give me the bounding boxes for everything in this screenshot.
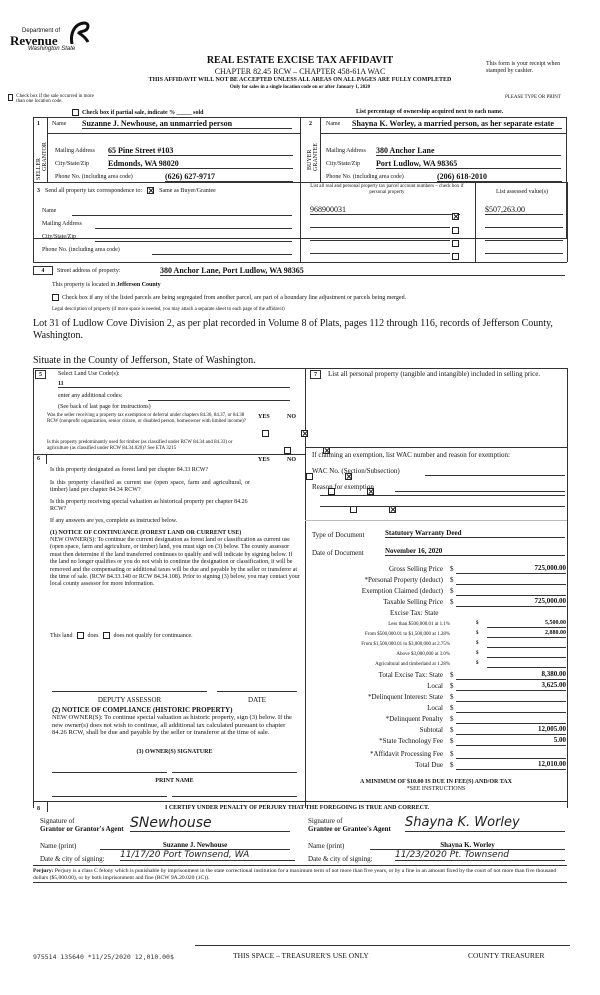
county-row	[52, 282, 161, 288]
seller-address-label: Mailing Address	[55, 148, 95, 154]
bracket-field[interactable]: 5,500.00	[487, 620, 566, 628]
timber-yes-checkbox[interactable]	[284, 447, 291, 454]
tech-fee-label: *State Technology Fee	[379, 737, 443, 745]
bracket-currency: $	[476, 661, 479, 666]
treasurer-line	[195, 945, 570, 946]
grantee-name-field[interactable]: Shayna K. Worley	[370, 841, 565, 850]
corr-phone-label: Phone No. (including area code)	[42, 247, 120, 253]
multi-location-label: Check box if the sale occurred in more than one location code.	[16, 94, 94, 104]
grantor-sig-label	[40, 817, 124, 833]
seller-section-number: 1	[37, 121, 40, 127]
exemption-question: Was the seller receiving a property tax exemption or deferral under chapters 84.36, 84.37, or 84.38 RCW (nonprofit organization, senior citizen, or disabled person, homeowner with limited income)?	[47, 413, 246, 424]
doc-date-label: Date of Document	[312, 549, 364, 557]
continuance-row	[50, 632, 193, 639]
notice2-title: (2) NOTICE OF COMPLIANCE (HISTORIC PROPERTY)	[52, 706, 233, 714]
penalty-label: *Delinquent Penalty	[385, 715, 443, 723]
parcel-left-border	[300, 182, 301, 262]
buyer-row-line	[320, 133, 567, 134]
dor-logo	[10, 10, 100, 50]
exemption-yes-checkbox[interactable]	[262, 430, 269, 437]
corr-name-field[interactable]	[72, 208, 292, 216]
seller-phone-label: Phone No. (including area code)	[55, 174, 133, 180]
seller-name-label: Name	[52, 121, 67, 127]
county-treasurer-label: COUNTY TREASURER	[468, 951, 545, 960]
see-instructions: *SEE INSTRUCTIONS	[406, 786, 466, 792]
yes-header: YES	[258, 414, 270, 420]
section3-left-border	[33, 239, 34, 262]
corr-city-label: City/State/Zip	[42, 234, 76, 240]
segregated-label: Check box if any of the listed parcels are being segregated from another parcel, are part of a boundary line adjustment or parcels being merged.	[62, 294, 407, 301]
treasurer-use-label: THIS SPACE – TREASURER'S USE ONLY	[233, 951, 369, 960]
situate-text[interactable]: Situate in the County of Jefferson, State of Washington.	[33, 355, 256, 366]
cert-section-number: 8	[37, 806, 40, 812]
sec8-top-border	[33, 801, 567, 802]
doc-type-field[interactable]: Statutory Warranty Deed	[385, 529, 565, 538]
partial-sale-label: Check box if partial sale, indicate % _____ sold	[82, 109, 204, 116]
grantee-signature-field[interactable]: Shayna K. Worley	[405, 815, 565, 832]
tax-top-border	[305, 520, 567, 521]
delinq-state-field[interactable]	[456, 692, 566, 702]
total-state-currency: $	[450, 671, 454, 679]
certification-statement: I CERTIFY UNDER PENALTY OF PERJURY THAT THE FOREGOING IS TRUE AND CORRECT.	[165, 805, 430, 811]
grantee-name-label: Name (print)	[308, 842, 345, 850]
bracket-label: Above $3,000,000 at 3.0%	[396, 652, 450, 657]
multi-location-row	[8, 94, 98, 104]
assessed-value-field[interactable]	[485, 219, 563, 228]
buyer-address-label: Mailing Address	[326, 148, 366, 154]
buyer-col-line	[320, 117, 321, 182]
form-note: Only for sales in a single location code on or after January 1, 2020	[229, 85, 371, 90]
sec6-num-line	[46, 455, 47, 464]
bracket-label: Less than $500,000.01 at 1.1%	[388, 622, 450, 627]
land-use-label: Select Land Use Code(s):	[58, 371, 120, 377]
owner-signature-label: (3) OWNER(S) SIGNATURE	[136, 749, 213, 755]
corr-name-label: Name	[42, 208, 57, 214]
grantor-side-label	[42, 137, 49, 177]
form-title: REAL ESTATE EXCISE TAX AFFIDAVIT	[206, 55, 394, 66]
grantor-sig-label-1: Signature of	[40, 817, 75, 825]
total-due-label: Total Due	[415, 761, 443, 769]
parcel-number-field[interactable]	[310, 232, 450, 241]
bracket-currency: $	[476, 651, 479, 656]
grantor-sig-label-2: Grantor or Grantor's Agent	[40, 825, 124, 833]
total-due-currency: $	[450, 761, 454, 769]
does-label: does	[87, 632, 99, 639]
seller-city-label: City/State/Zip	[55, 161, 89, 167]
buyer-section-number: 2	[309, 121, 312, 127]
multi-location-checkbox[interactable]	[8, 94, 13, 101]
seller-address-field[interactable]: 65 Pine Street #103	[108, 146, 293, 156]
perjury-text: Perjury is a class C felony which is punishable by imprisonment in the state correctional institution for a maximum term of not more than five years, or by a fine in an amount fixed by the court of not more than five thousand dollars ($5,000.00), or by both imprisonment and fine (RCW 9A.20.020 (1C)).	[33, 868, 557, 881]
buyer-label: BUYER	[307, 149, 313, 171]
perjury-top-border	[33, 865, 567, 866]
parcel-bottom-border	[300, 262, 567, 263]
personal-property-label: List all personal property (tangible and intangible) included in selling price.	[328, 370, 541, 378]
minimum-note: A MINIMUM OF $10.00 IS DUE IN FEE(S) AND/OR TAX	[360, 779, 512, 785]
sec6-yes-header: YES	[258, 457, 270, 463]
logo-line1: Department of	[22, 28, 61, 34]
processing-fee-field[interactable]	[456, 749, 566, 759]
exemption-deduct-field[interactable]	[456, 586, 566, 596]
assessor-date-label: DATE	[248, 696, 266, 704]
delinq-local-field[interactable]	[456, 703, 566, 713]
local-field[interactable]: 3,625.00	[456, 681, 566, 691]
section6-number: 6	[37, 456, 40, 462]
buyer-address-field[interactable]: 380 Anchor Lane	[376, 146, 561, 156]
seller-city-field[interactable]: Edmonds, WA 98020	[108, 159, 293, 169]
assessor-date-line[interactable]	[217, 691, 297, 692]
deputy-assessor-label: DEPUTY ASSESSOR	[97, 696, 162, 704]
seller-row-line	[47, 133, 300, 134]
correspondence-row	[37, 187, 216, 194]
sec-right-border	[567, 368, 568, 808]
local-label: Local	[427, 682, 443, 690]
local-currency: $	[450, 682, 454, 690]
street-label: Street address of property:	[57, 268, 121, 274]
form-subtitle: CHAPTER 82.45 RCW – CHAPTER 458-61A WAC	[214, 67, 386, 76]
grantee-label: GRANTEE	[313, 143, 319, 171]
personal-deduct-currency: $	[450, 576, 454, 584]
bracket-label: From $1,500,000.01 to $3,000,000 at 2.75%	[361, 642, 450, 647]
reason-field-3[interactable]	[320, 506, 565, 507]
parcel-row	[310, 219, 565, 229]
grantor-name-label: Name (print)	[40, 842, 77, 850]
bracket-label: Agricultural and timberland at 1.28%	[375, 662, 450, 667]
buyer-phone-label: Phone No. (including area code)	[326, 174, 404, 180]
gross-currency: $	[450, 565, 454, 573]
bracket-field[interactable]	[487, 650, 566, 658]
taxable-field[interactable]: 725,000.00	[456, 597, 566, 607]
if-yes-instruction: If any answers are yes, complete as instructed below.	[50, 518, 178, 524]
bracket-field[interactable]: 2,880.00	[487, 630, 566, 638]
doc-date-field[interactable]: November 16, 2020	[385, 547, 565, 556]
section3-bottom-border	[33, 262, 300, 263]
grantor-signature-field[interactable]: SNewhouse	[130, 815, 290, 832]
partial-sale-row	[72, 109, 204, 116]
cashier-stamp: 975514 135640 *11/25/2020 12,010.00$	[33, 953, 174, 961]
parcel-row	[310, 245, 565, 255]
grantee-sig-label-1: Signature of	[308, 817, 343, 825]
does-not-label: does not qualify for continuance.	[113, 632, 193, 639]
grantor-date-field[interactable]: 11/17/20 Port Townsend, WA	[120, 850, 295, 861]
same-as-buyer-checkbox[interactable]	[147, 187, 154, 194]
personal-property-checkbox[interactable]	[452, 253, 459, 260]
seller-phone-field[interactable]: (626) 627-9717	[165, 172, 293, 182]
forest-land-question: Is this property designated as forest land per chapter 84.33 RCW?	[50, 467, 209, 473]
current-use-question: Is this property classified as current use (open space, farm and agricultural, or timber) land per chapter 84.34 RCW?	[50, 480, 250, 493]
segregated-checkbox[interactable]	[52, 294, 59, 301]
exemption-top-border	[305, 447, 567, 448]
personal-deduct-label: *Personal Property (deduct)	[364, 576, 443, 584]
print-name-line-1[interactable]	[52, 796, 167, 797]
gross-label: Gross Selling Price	[388, 565, 443, 573]
total-state-label: Total Excise Tax: State	[378, 671, 443, 679]
ownership-note: List percentage of ownership acquired next to each name.	[356, 109, 504, 115]
grantee-date-label: Date & city of signing:	[308, 855, 373, 863]
bracket-field[interactable]	[487, 640, 566, 648]
grantee-side-label	[313, 137, 320, 177]
excise-state-label: Excise Tax: State	[390, 609, 439, 617]
land-use-section-number: 5	[35, 370, 46, 379]
bracket-currency: $	[476, 641, 479, 646]
correspondence-label: Send all property tax correspondence to:	[45, 187, 143, 194]
buyer-city-label: City/State/Zip	[326, 161, 360, 167]
county-prefix: This property is located in	[52, 282, 115, 288]
subtotal-currency: $	[450, 726, 454, 734]
exemption-deduct-label: Exemption Claimed (deduct)	[361, 587, 443, 595]
additional-codes-field[interactable]	[148, 393, 290, 401]
wac-field[interactable]	[425, 467, 565, 476]
processing-fee-label: *Affidavit Processing Fee	[370, 750, 443, 758]
same-as-buyer-label: Same as Buyer/Grantee	[159, 187, 216, 194]
delinq-local-label: Local	[427, 704, 443, 712]
bracket-currency: $	[476, 621, 479, 626]
wac-label: WAC No. (Section/Subsection)	[312, 467, 400, 475]
penalty-field[interactable]	[456, 714, 566, 724]
land-use-code-field[interactable]: 11	[58, 381, 290, 388]
taxable-currency: $	[450, 598, 454, 606]
corr-phone-field[interactable]	[152, 247, 292, 255]
county-value: Jefferson County	[116, 282, 161, 288]
grantor-label: GRANTOR	[42, 142, 48, 172]
sec6-top-border	[33, 454, 305, 455]
delinq-state-currency: $	[450, 693, 454, 701]
no-header: NO	[287, 414, 296, 420]
land-use-instructions: (See back of last page for instructions)	[58, 404, 151, 410]
reason-field[interactable]	[395, 483, 565, 492]
deputy-assessor-signature-line[interactable]	[52, 691, 207, 692]
notice2-text: NEW OWNER(S): To continue special valuation as historic property, sign (3) below. If the new owner(s) does not wish to continue, all additional tax calculated pursuant to chapter 84.26 RCW, shall be due and payable by the seller or transferor at the time of sale.	[52, 714, 292, 736]
logo-line2: Revenue	[10, 33, 58, 48]
does-qualify-checkbox[interactable]	[77, 632, 84, 639]
reason-field-2[interactable]	[320, 495, 565, 496]
buyer-phone-field[interactable]: (206) 618-2010	[437, 172, 562, 182]
bracket-field[interactable]	[487, 660, 566, 668]
street-address-field[interactable]: 380 Anchor Lane, Port Ludlow, WA 98365	[160, 266, 565, 276]
this-land-label: This land	[50, 632, 73, 639]
notice1-title: (1) NOTICE OF CONTINUANCE (FOREST LAND OR CURRENT USE)	[50, 530, 242, 536]
owner-signature-line-2[interactable]	[172, 772, 297, 773]
does-not-qualify-checkbox[interactable]	[103, 632, 110, 639]
perjury-label: Perjury:	[33, 868, 54, 874]
corr-address-field[interactable]	[95, 221, 292, 229]
parcel-row	[310, 205, 565, 215]
parcel-number-field[interactable]: 968900031	[310, 205, 460, 215]
corr-address-label: Mailing Address	[42, 221, 82, 227]
notice1-text: NEW OWNER(S): To continue the current designation as forest land or classification as current use (open space, farm and agriculture, or timber) land, you must sign on (3) below. The county assessor must then determine if the land transferred continues to qualify and will indicate by signing below. If the land no longer qualifies or you do not wish to continue the designation or classification, it will be removed and the compensating or additional taxes will be due and payable by the seller or transferor at the time of sale. (RCW 84.33.140 or RCW 84.34.108). Prior to signing (3) below, you may contact your local county assessor for more information.	[50, 537, 300, 588]
form-warning: THIS AFFIDAVIT WILL NOT BE ACCEPTED UNLESS ALL AREAS ON ALL PAGES ARE FULLY COMPLETED	[148, 77, 452, 83]
grantee-date-field[interactable]: 11/23/2020 Pt. Townsend	[395, 850, 565, 861]
perjury-notice	[33, 868, 567, 881]
segregated-row	[52, 294, 406, 301]
doc-type-label: Type of Document	[312, 531, 365, 539]
bracket-currency: $	[476, 631, 479, 636]
parcel-number-field[interactable]	[310, 219, 450, 228]
exemption-deduct-currency: $	[450, 587, 454, 595]
print-name-label: PRINT NAME	[155, 778, 194, 784]
assessed-value-field[interactable]	[485, 232, 563, 241]
parcel-header: List all real and personal property tax parcel account numbers – check box if personal property	[310, 184, 464, 195]
delinq-local-currency: $	[450, 704, 454, 712]
total-due-field[interactable]: 12,010.00	[456, 760, 566, 770]
personal-deduct-field[interactable]	[456, 575, 566, 585]
correspondence-section-number: 3	[37, 187, 40, 194]
sec6-no-header: NO	[287, 457, 296, 463]
taxable-label: Taxable Selling Price	[383, 598, 443, 606]
partial-sale-checkbox[interactable]	[72, 109, 79, 116]
perjury-bottom-border	[33, 882, 567, 883]
bracket-label: From $500,000.01 to $1,500,000 at 1.28%	[365, 632, 450, 637]
legal-description[interactable]: Lot 31 of Ludlow Cove Division 2, as per plat recorded in Volume 8 of Plats, pages 112 through 116, records of Jefferson County, Washington.	[33, 318, 553, 341]
receipt-note: This form is your receipt when stamped by cashier.	[486, 61, 561, 74]
exemption-no-checkbox[interactable]	[301, 430, 308, 437]
tech-fee-currency: $	[450, 737, 454, 745]
subtotal-label: Subtotal	[419, 726, 443, 734]
grantor-name-field[interactable]: Suzanne J. Newhouse	[100, 841, 290, 850]
logo-line3: Washington State	[28, 46, 76, 52]
delinq-state-label: *Delinquent Interest: State	[367, 693, 443, 701]
owner-signature-line-1[interactable]	[52, 772, 167, 773]
grantee-sig-label	[308, 817, 391, 833]
reason-label: Reason for exemption	[312, 483, 374, 491]
penalty-currency: $	[450, 715, 454, 723]
parcel-value-header: List assessed value(s)	[496, 189, 548, 195]
seller-label: SELLER	[36, 158, 42, 180]
parcel-right-border	[567, 182, 568, 262]
sec8-num-line	[47, 802, 48, 812]
grantee-sig-label-2: Grantee or Grantee's Agent	[308, 825, 391, 833]
grantor-date-label: Date & city of signing:	[40, 855, 105, 863]
personal-property-section-number: 7	[310, 370, 321, 379]
sec-left-border	[33, 368, 34, 808]
timber-question: Is this property predominantly used for timber (as classified under RCW 84.34 and 84.33) or agriculture (as classified under RCW 84.34.020)? See ETA 3215	[47, 440, 233, 451]
additional-codes-label: enter any additional codes:	[58, 393, 123, 399]
assessed-value-field[interactable]	[485, 245, 563, 254]
historic-question: Is this property receiving special valuation as historical property per chapter 84.26 RCW?	[50, 499, 248, 512]
parcel-row	[310, 232, 565, 242]
assessed-value-field[interactable]: $507,263.00	[485, 205, 563, 215]
legal-label: Legal description of property (if more space is needed, you may attach a separate sheet to each page of the affidavit)	[52, 307, 285, 312]
property-section-number: 4	[33, 266, 53, 275]
sec5-top-border	[33, 368, 567, 369]
buyer-city-field[interactable]: Port Ludlow, WA 98365	[376, 159, 561, 169]
tech-fee-field[interactable]: 5.00	[456, 736, 566, 746]
subtotal-field[interactable]: 12,005.00	[456, 725, 566, 735]
total-state-field[interactable]: 8,380.00	[456, 670, 566, 680]
processing-fee-currency: $	[450, 750, 454, 758]
exemption-label: If claiming an exemption, list WAC number and reason for exemption:	[312, 451, 510, 459]
seller-name-field[interactable]: Suzanne J. Newhouse, an unmarried person	[82, 119, 292, 129]
dor-logo-icon	[68, 20, 90, 46]
type-or-print: PLEASE TYPE OR PRINT	[505, 95, 561, 100]
buyer-name-label: Name	[326, 121, 341, 127]
buyer-name-field[interactable]: Shayna K. Worley, a married person, as her separate estate	[352, 119, 562, 129]
print-name-line-2[interactable]	[172, 796, 297, 797]
gross-field[interactable]: 725,000.00	[456, 564, 566, 574]
parcel-number-field[interactable]	[310, 245, 450, 254]
corr-city-field[interactable]	[95, 234, 292, 242]
